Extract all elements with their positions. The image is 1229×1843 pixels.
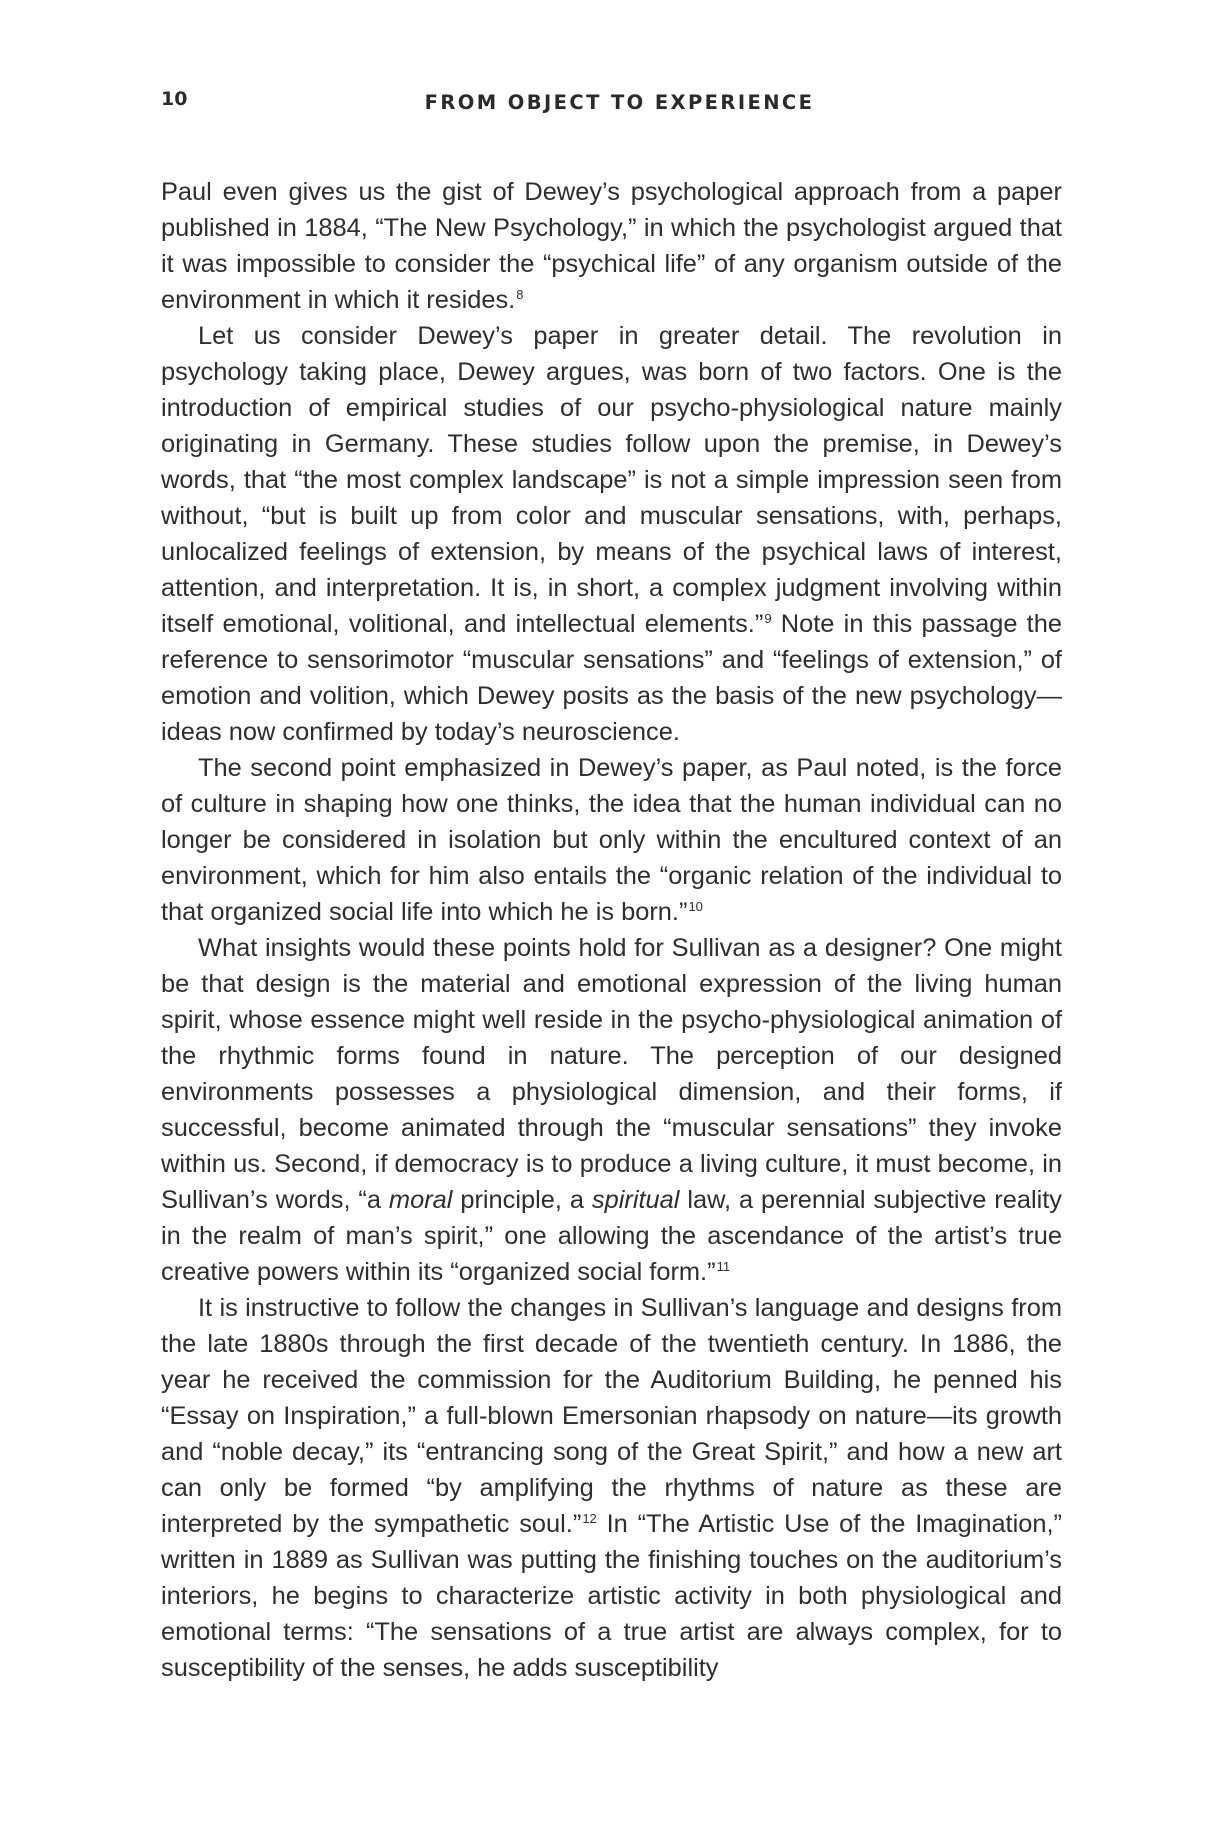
paragraph-2-text-a: Let us consider Dewey’s paper in greater detail. The revolution in psychology taking place, Dewey argues, was born of two factors. One is the introduction of empirical studies of our psycho-physiological nature mainly originating in Germany. These studies follow upon the premise, in Dewey’s words, that “the most complex landscape” is not a simple impression seen from without, “but is built up from color and muscular sensations, with, perhaps, unlocalized feelings of extension, by means of the psychical laws of interest, attention, and interpretation. It is, in short, a complex judgment involving within itself emotional, volitional, and intellectual elements.” [161, 322, 1062, 638]
paragraph-4 [161, 930, 1062, 1290]
paragraph-3-text: The second point emphasized in Dewey’s paper, as Paul noted, is the force of culture in shaping how one thinks, the idea that the human individual can no longer be considered in isolation but only within the encultured context of an environment, which for him also entails the “organic relation of the individual to that organized social life into which he is born.” [161, 754, 1062, 926]
page-number: 10 [161, 88, 188, 110]
paragraph-4-text-c: law, a perennial subjective reality in the realm of man’s spirit,” one allowing the ascendance of the artist’s true creative powers within its “organized social form.” [161, 1186, 1062, 1286]
emphasis-spiritual: spiritual [591, 1186, 680, 1214]
paragraph-5-text-a: It is instructive to follow the changes in Sullivan’s language and designs from the late 1880s through the first decade of the twentieth century. In 1886, the year he received the commission for the Auditorium Building, he penned his “Essay on Inspiration,” a full-blown Emersonian rhapsody on nature—its growth and “noble decay,” its “entrancing song of the Great Spirit,” and how a new art can only be formed “by amplifying the rhythms of nature as these are interpreted by the sympathetic soul.” [161, 1294, 1062, 1538]
paragraph-3 [161, 750, 1062, 930]
footnote-ref-9[interactable]: 9 [764, 610, 772, 626]
footnote-ref-11[interactable]: 11 [716, 1258, 731, 1274]
paragraph-4-text-a: What insights would these points hold for Sullivan as a designer? One might be that design is the material and emotional expression of the living human spirit, whose essence might well reside in the psycho-physiological animation of the rhythmic forms found in nature. The perception of our designed environments possesses a physiological dimension, and their forms, if successful, become animated through the “muscular sensations” they invoke within us. Second, if democracy is to produce a living culture, it must become, in Sullivan’s words, “a [161, 934, 1062, 1214]
paragraph-1-text: Paul even gives us the gist of Dewey’s psychological approach from a paper published in 1884, “The New Psychology,” in which the psychologist argued that it was impossible to consider the “psychical life” of any organism outside of the environment in which it resides. [161, 178, 1062, 314]
footnote-ref-12[interactable]: 12 [582, 1510, 597, 1526]
paragraph-2 [161, 318, 1062, 750]
footnote-ref-10[interactable]: 10 [688, 898, 703, 914]
running-head [0, 91, 1229, 114]
paragraph-1 [161, 174, 1062, 318]
footnote-ref-8[interactable]: 8 [516, 286, 524, 302]
running-head-text: FROM OBJECT TO EXPERIENCE [424, 91, 815, 114]
body-text [161, 174, 1062, 1686]
emphasis-moral: moral [388, 1186, 453, 1214]
paragraph-2-text-b: Note in this passage the reference to sensorimotor “muscular sensations” and “feelings of extension,” of emotion and volition, which Dewey posits as the basis of the new psychology—ideas now confirmed by today’s neuroscience. [161, 610, 1062, 746]
paragraph-4-text-b: principle, a [452, 1186, 592, 1214]
paragraph-5-text-b: In “The Artistic Use of the Imagination,” written in 1889 as Sullivan was putting the finishing touches on the auditorium’s interiors, he begins to characterize artistic activity in both physiological and emotional terms: “The sensations of a true artist are always complex, for to susceptibility of the senses, he adds susceptibility [161, 1510, 1063, 1682]
paragraph-5 [161, 1290, 1062, 1686]
